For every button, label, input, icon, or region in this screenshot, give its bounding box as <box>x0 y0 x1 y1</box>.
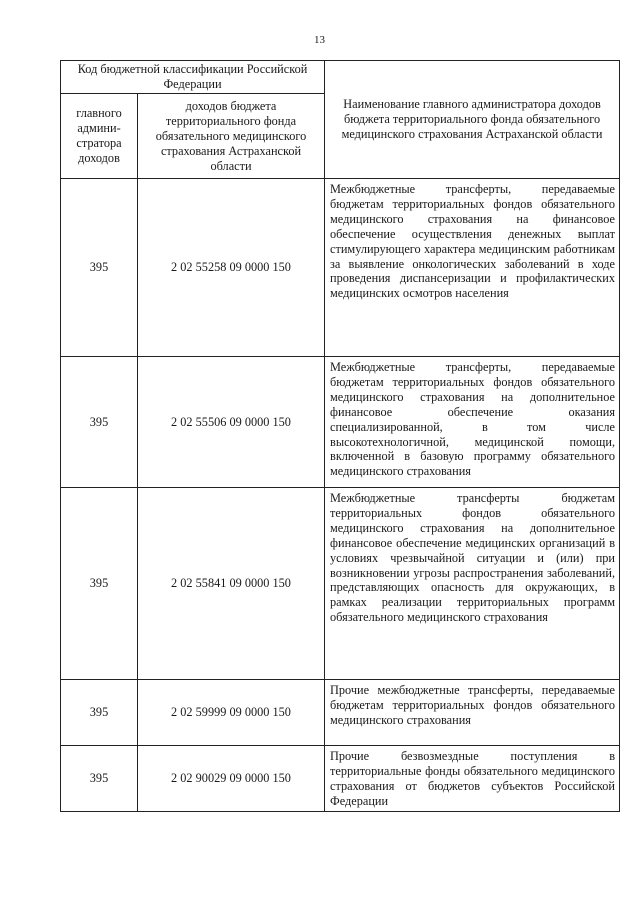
table-row <box>61 488 620 680</box>
income-name-cell: Межбюджетные трансферты бюджетам территориальных фондов обязательного медицинского страхования на дополнительное финансовое обеспечение медицинских организаций в условиях чрезвычайной ситуации и (или) при возникновении угрозы распространения заболеваний, представляющих опасность для окружающих, в рамках реализации территориальных программ обязательного медицинского страхования <box>325 488 620 680</box>
admin-code-cell: 395 <box>61 746 138 812</box>
income-code-cell: 2 02 59999 09 0000 150 <box>138 680 325 746</box>
income-name-cell: Межбюджетные трансферты, передаваемые бюджетам территориальных фондов обязательного медицинского страхования на дополнительное финансовое обеспечение оказания специализированной, в том числе высокотехнологичной, медицинской помощи, включенной в базовую программу обязательного медицинского страхования <box>325 357 620 488</box>
header-admin-column: главного админи-стратора доходов <box>61 94 138 179</box>
income-name-cell: Межбюджетные трансферты, передаваемые бюджетам территориальных фондов обязательного медицинского страхования на финансовое обеспечение осуществления денежных выплат стимулирующего характера медицинским работникам за выявление онкологических заболеваний в ходе проведения диспансеризации и профилактических медицинских осмотров населения <box>325 179 620 357</box>
income-name-cell: Прочие безвозмездные поступления в территориальные фонды обязательного медицинского страхования от бюджетов субъектов Российской Федерации <box>325 746 620 812</box>
income-code-cell: 2 02 55506 09 0000 150 <box>138 357 325 488</box>
table-row <box>61 746 620 812</box>
admin-code-cell: 395 <box>61 179 138 357</box>
income-name-cell: Прочие межбюджетные трансферты, передаваемые бюджетам территориальных фондов обязательного медицинского страхования <box>325 680 620 746</box>
header-income-column: доходов бюджета территориального фонда обязательного медицинского страхования Астраханской области <box>138 94 325 179</box>
budget-classification-table <box>60 60 620 812</box>
table-row <box>61 357 620 488</box>
table-row <box>61 680 620 746</box>
income-code-cell: 2 02 90029 09 0000 150 <box>138 746 325 812</box>
income-code-cell: 2 02 55841 09 0000 150 <box>138 488 325 680</box>
admin-code-cell: 395 <box>61 357 138 488</box>
header-name-column: Наименование главного администратора доходов бюджета территориального фонда обязательного медицинского страхования Астраханской области <box>325 61 620 179</box>
header-classification-group: Код бюджетной классификации Российской Федерации <box>61 61 325 94</box>
page-number: 13 <box>314 34 325 46</box>
income-code-cell: 2 02 55258 09 0000 150 <box>138 179 325 357</box>
table-row <box>61 179 620 357</box>
admin-code-cell: 395 <box>61 680 138 746</box>
admin-code-cell: 395 <box>61 488 138 680</box>
